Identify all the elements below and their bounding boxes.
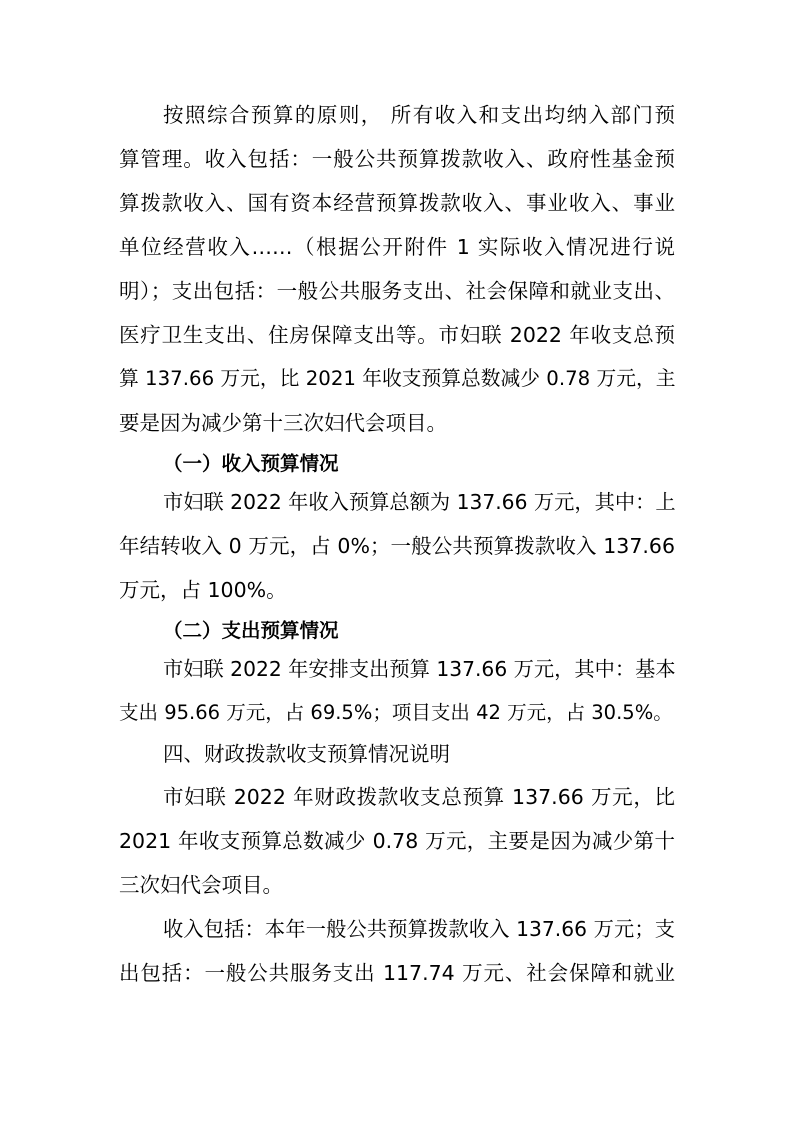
intro-line-1: 按照综合预算的原则， 所有收入和支出均纳入部门预 [163,103,675,127]
income-line-2: 年结转收入 0 万元，占 0%；一般公共预算拨款收入 137.66 [119,534,675,558]
intro-line-5: 明）；支出包括：一般公共服务支出、社会保障和就业支出、 [119,279,675,303]
section-four-heading: 四、财政拨款收支预算情况说明 [163,742,450,766]
section-four-p1-line-3: 三次妇代会项目。 [119,873,283,897]
expense-line-1: 市妇联 2022 年安排支出预算 137.66 万元，其中：基本 [163,657,676,681]
intro-line-3: 算拨款收入、国有资本经营预算拨款收入、事业收入、事业 [119,191,675,215]
intro-line-7: 算 137.66 万元，比 2021 年收支预算总数减少 0.78 万元，主 [119,367,676,390]
section-four-p2-line-2: 出包括：一般公共服务支出 117.74 万元、社会保障和就业 [119,961,675,985]
income-heading: （一）收入预算情况 [163,452,339,475]
intro-line-2: 算管理。收入包括：一般公共预算拨款收入、政府性基金预 [119,147,675,171]
income-line-3: 万元，占 100%。 [119,578,287,602]
expense-heading: （二）支出预算情况 [163,619,339,642]
section-four-p1-line-1: 市妇联 2022 年财政拨款收支总预算 137.66 万元，比 [163,785,675,809]
income-line-1: 市妇联 2022 年收入预算总额为 137.66 万元，其中：上 [163,490,676,514]
intro-line-8: 要是因为减少第十三次妇代会项目。 [119,411,447,435]
intro-line-6: 医疗卫生支出、住房保障支出等。市妇联 2022 年收支总预 [119,323,675,347]
section-four-p1-line-2: 2021 年收支预算总数减少 0.78 万元，主要是因为减少第十 [119,829,675,853]
section-four-p2-line-1: 收入包括：本年一般公共预算拨款收入 137.66 万元；支 [163,917,675,941]
intro-line-4: 单位经营收入……（根据公开附件 1 实际收入情况进行说 [119,235,675,259]
expense-line-2: 支出 95.66 万元，占 69.5%；项目支出 42 万元，占 30.5%。 [119,701,673,724]
